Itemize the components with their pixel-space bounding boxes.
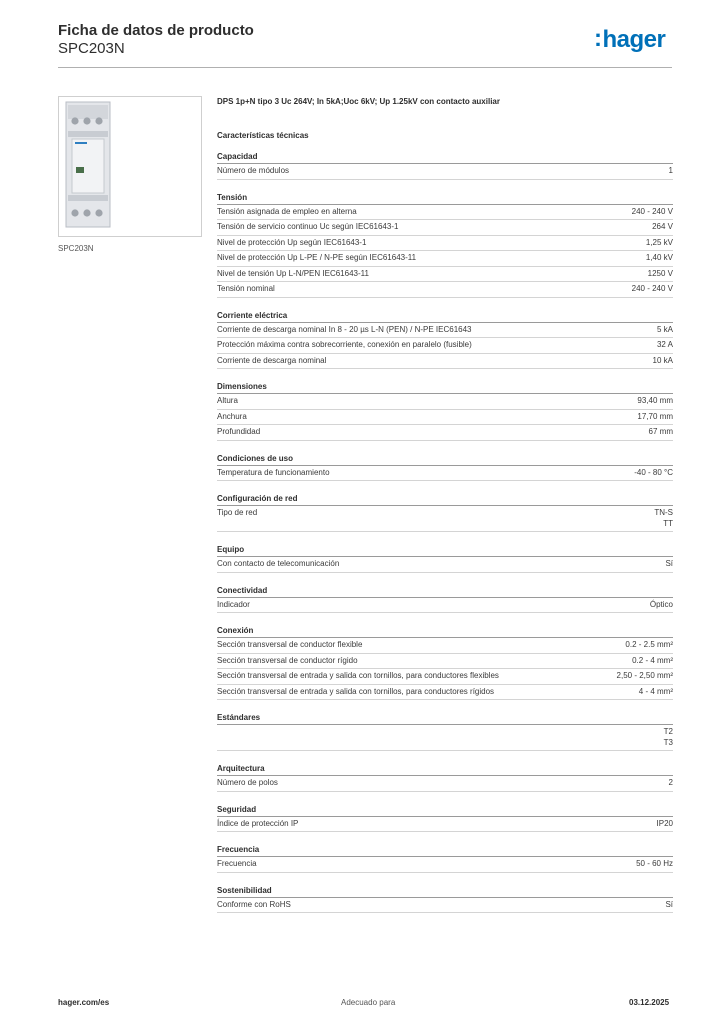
characteristics-heading: Características técnicas — [217, 131, 309, 140]
spec-section — [217, 584, 673, 614]
spec-value — [664, 727, 673, 748]
spec-value-line: 4 - 4 mm² — [638, 686, 673, 696]
spec-label: Nivel de protección Up L-PE / N-PE según IEC61643-11 — [217, 253, 417, 262]
spec-label: Temperatura de funcionamiento — [217, 467, 330, 477]
spec-value — [657, 819, 673, 830]
spec-label — [217, 727, 664, 748]
spec-row — [217, 898, 673, 914]
section-title: Arquitectura — [217, 762, 673, 776]
spec-value — [637, 412, 673, 423]
section-title: Tensión — [217, 191, 673, 205]
spec-label: Tensión asignada de empleo en alterna — [217, 206, 357, 216]
spec-row — [217, 164, 673, 180]
spec-value — [637, 396, 673, 407]
spec-label: Número de módulos — [217, 166, 290, 175]
footer-website: hager.com/es — [58, 998, 110, 1007]
spec-row — [217, 557, 673, 573]
spec-row — [217, 267, 673, 283]
spec-value-line: T2 — [663, 727, 673, 736]
spec-section — [217, 884, 673, 914]
spec-label: Altura — [217, 396, 238, 405]
spec-value-line: 2,50 - 2,50 mm² — [616, 671, 673, 680]
section-title: Corriente eléctrica — [217, 309, 673, 323]
spec-label: Anchura — [217, 411, 247, 421]
spec-value-line: 240 - 240 V — [631, 206, 673, 216]
spec-value-line: TN-S — [654, 508, 673, 517]
spec-value-line: 50 - 60 Hz — [636, 859, 673, 868]
spec-value-line: 264 V — [652, 222, 673, 231]
spec-label: Con contacto de telecomunicación — [217, 559, 340, 568]
spec-section — [217, 380, 673, 441]
spec-section — [217, 843, 673, 873]
spec-label: Profundidad — [217, 427, 261, 436]
surge-protector-illustration — [59, 97, 201, 236]
spec-value — [649, 427, 673, 438]
section-title: Equipo — [217, 543, 673, 557]
spec-value — [650, 600, 673, 611]
spec-value — [653, 356, 673, 367]
spec-row — [217, 725, 673, 751]
spec-value — [646, 238, 673, 249]
spec-value-line: 1 — [668, 166, 673, 175]
spec-label: Corriente de descarga nominal In 8 - 20 µs L-N (PEN) / N-PE IEC61643 — [217, 324, 472, 334]
spec-section — [217, 191, 673, 298]
spec-value-line: 2 — [668, 778, 673, 787]
spec-value — [669, 166, 673, 177]
spec-section — [217, 803, 673, 833]
spec-label: Tipo de red — [217, 508, 258, 517]
section-title: Conectividad — [217, 584, 673, 598]
spec-row — [217, 236, 673, 252]
spec-row — [217, 425, 673, 441]
spec-row — [217, 282, 673, 298]
spec-value-line: 0.2 - 2.5 mm² — [625, 640, 673, 649]
spec-value — [669, 778, 673, 789]
spec-row — [217, 669, 673, 685]
section-title: Seguridad — [217, 803, 673, 817]
spec-label: Protección máxima contra sobrecorriente, conexión en paralelo (fusible) — [217, 340, 472, 349]
spec-value — [646, 253, 673, 264]
product-description: DPS 1p+N tipo 3 Uc 264V; In 5kA;Uoc 6kV; Up 1.25kV con contacto auxiliar — [217, 97, 500, 106]
spec-value — [625, 640, 673, 651]
spec-label: Sección transversal de entrada y salida con tornillos, para conductores rígidos — [217, 686, 495, 696]
section-title: Frecuencia — [217, 843, 673, 857]
spec-value-line: -40 - 80 °C — [634, 467, 673, 477]
spec-label: Sección transversal de conductor flexible — [217, 640, 363, 649]
spec-value-line: 5 kA — [656, 324, 673, 334]
spec-value — [632, 284, 673, 295]
spec-value-line: 10 kA — [652, 355, 673, 365]
spec-row — [217, 205, 673, 221]
spec-value — [654, 508, 673, 529]
spec-row — [217, 410, 673, 426]
spec-table — [217, 150, 673, 924]
header-divider — [58, 67, 672, 68]
hager-logo: :hager — [594, 25, 666, 53]
spec-value — [617, 671, 673, 682]
spec-value-line: Sí — [665, 899, 673, 909]
spec-label: Conforme con RoHS — [217, 899, 291, 909]
spec-value — [665, 559, 673, 570]
section-title: Capacidad — [217, 150, 673, 164]
spec-value — [632, 656, 673, 667]
spec-row — [217, 817, 673, 833]
spec-row — [217, 338, 673, 354]
spec-value-line: 1,25 kV — [645, 237, 673, 247]
spec-label: Indicador — [217, 599, 250, 609]
spec-section — [217, 711, 673, 751]
spec-label: Tensión de servicio continuo Uc según IEC61643-1 — [217, 222, 399, 231]
spec-value — [657, 340, 673, 351]
spec-row — [217, 654, 673, 670]
spec-label: Nivel de protección Up según IEC61643-1 — [217, 237, 367, 247]
spec-row — [217, 323, 673, 339]
logo-text: hager — [602, 26, 666, 53]
spec-value-line: 93,40 mm — [637, 396, 673, 405]
spec-value-line: 1,40 kV — [645, 253, 673, 262]
section-title: Condiciones de uso — [217, 452, 673, 466]
footer-date: 03.12.2025 — [629, 998, 670, 1007]
page-title: Ficha de datos de producto — [58, 22, 254, 39]
spec-row — [217, 857, 673, 873]
section-title: Conexión — [217, 624, 673, 638]
spec-section — [217, 452, 673, 482]
spec-row — [217, 598, 673, 614]
image-caption: SPC203N — [58, 244, 94, 253]
spec-section — [217, 150, 673, 180]
spec-value — [648, 269, 673, 280]
spec-value — [634, 468, 673, 479]
spec-label: Número de polos — [217, 778, 278, 787]
section-title: Dimensiones — [217, 380, 673, 394]
spec-section — [217, 762, 673, 792]
spec-section — [217, 543, 673, 573]
spec-value-line: 240 - 240 V — [631, 284, 673, 293]
spec-label: Tensión nominal — [217, 284, 275, 293]
spec-row — [217, 685, 673, 701]
spec-value — [652, 222, 673, 233]
spec-row — [217, 466, 673, 482]
footer-suitable-for: Adecuado para — [341, 998, 396, 1007]
section-title: Configuración de red — [217, 492, 673, 506]
spec-label: Frecuencia — [217, 859, 257, 868]
spec-value — [636, 859, 673, 870]
section-title: Sostenibilidad — [217, 884, 673, 898]
spec-value-line: TT — [663, 518, 673, 528]
spec-label: Sección transversal de conductor rígido — [217, 655, 358, 665]
spec-label: Índice de protección IP — [217, 818, 299, 828]
spec-value — [639, 687, 673, 698]
spec-row — [217, 776, 673, 792]
spec-value-line: 1250 V — [647, 268, 673, 278]
spec-section — [217, 624, 673, 700]
spec-value-line: 17,70 mm — [637, 411, 673, 421]
spec-value-line: T3 — [663, 737, 673, 747]
spec-row — [217, 638, 673, 654]
spec-section — [217, 309, 673, 370]
spec-value-line: Sí — [665, 559, 673, 568]
spec-label: Nivel de tensión Up L-N/PEN IEC61643-11 — [217, 268, 369, 278]
spec-value-line: 32 A — [656, 340, 673, 349]
spec-value-line: Óptico — [649, 599, 673, 609]
spec-value-line: 67 mm — [648, 427, 673, 436]
spec-value — [665, 900, 673, 911]
spec-value-line: 0.2 - 4 mm² — [632, 655, 673, 665]
spec-value — [657, 325, 673, 336]
spec-row — [217, 251, 673, 267]
spec-row — [217, 220, 673, 236]
spec-row — [217, 394, 673, 410]
spec-section — [217, 492, 673, 532]
spec-value — [632, 207, 673, 218]
spec-label: Corriente de descarga nominal — [217, 355, 327, 365]
spec-row — [217, 354, 673, 370]
product-reference: SPC203N — [58, 40, 125, 57]
product-image — [58, 96, 202, 237]
spec-row — [217, 506, 673, 532]
section-title: Estándares — [217, 711, 673, 725]
spec-value-line: IP20 — [656, 818, 673, 828]
spec-label: Sección transversal de entrada y salida con tornillos, para conductores flexibles — [217, 671, 499, 680]
